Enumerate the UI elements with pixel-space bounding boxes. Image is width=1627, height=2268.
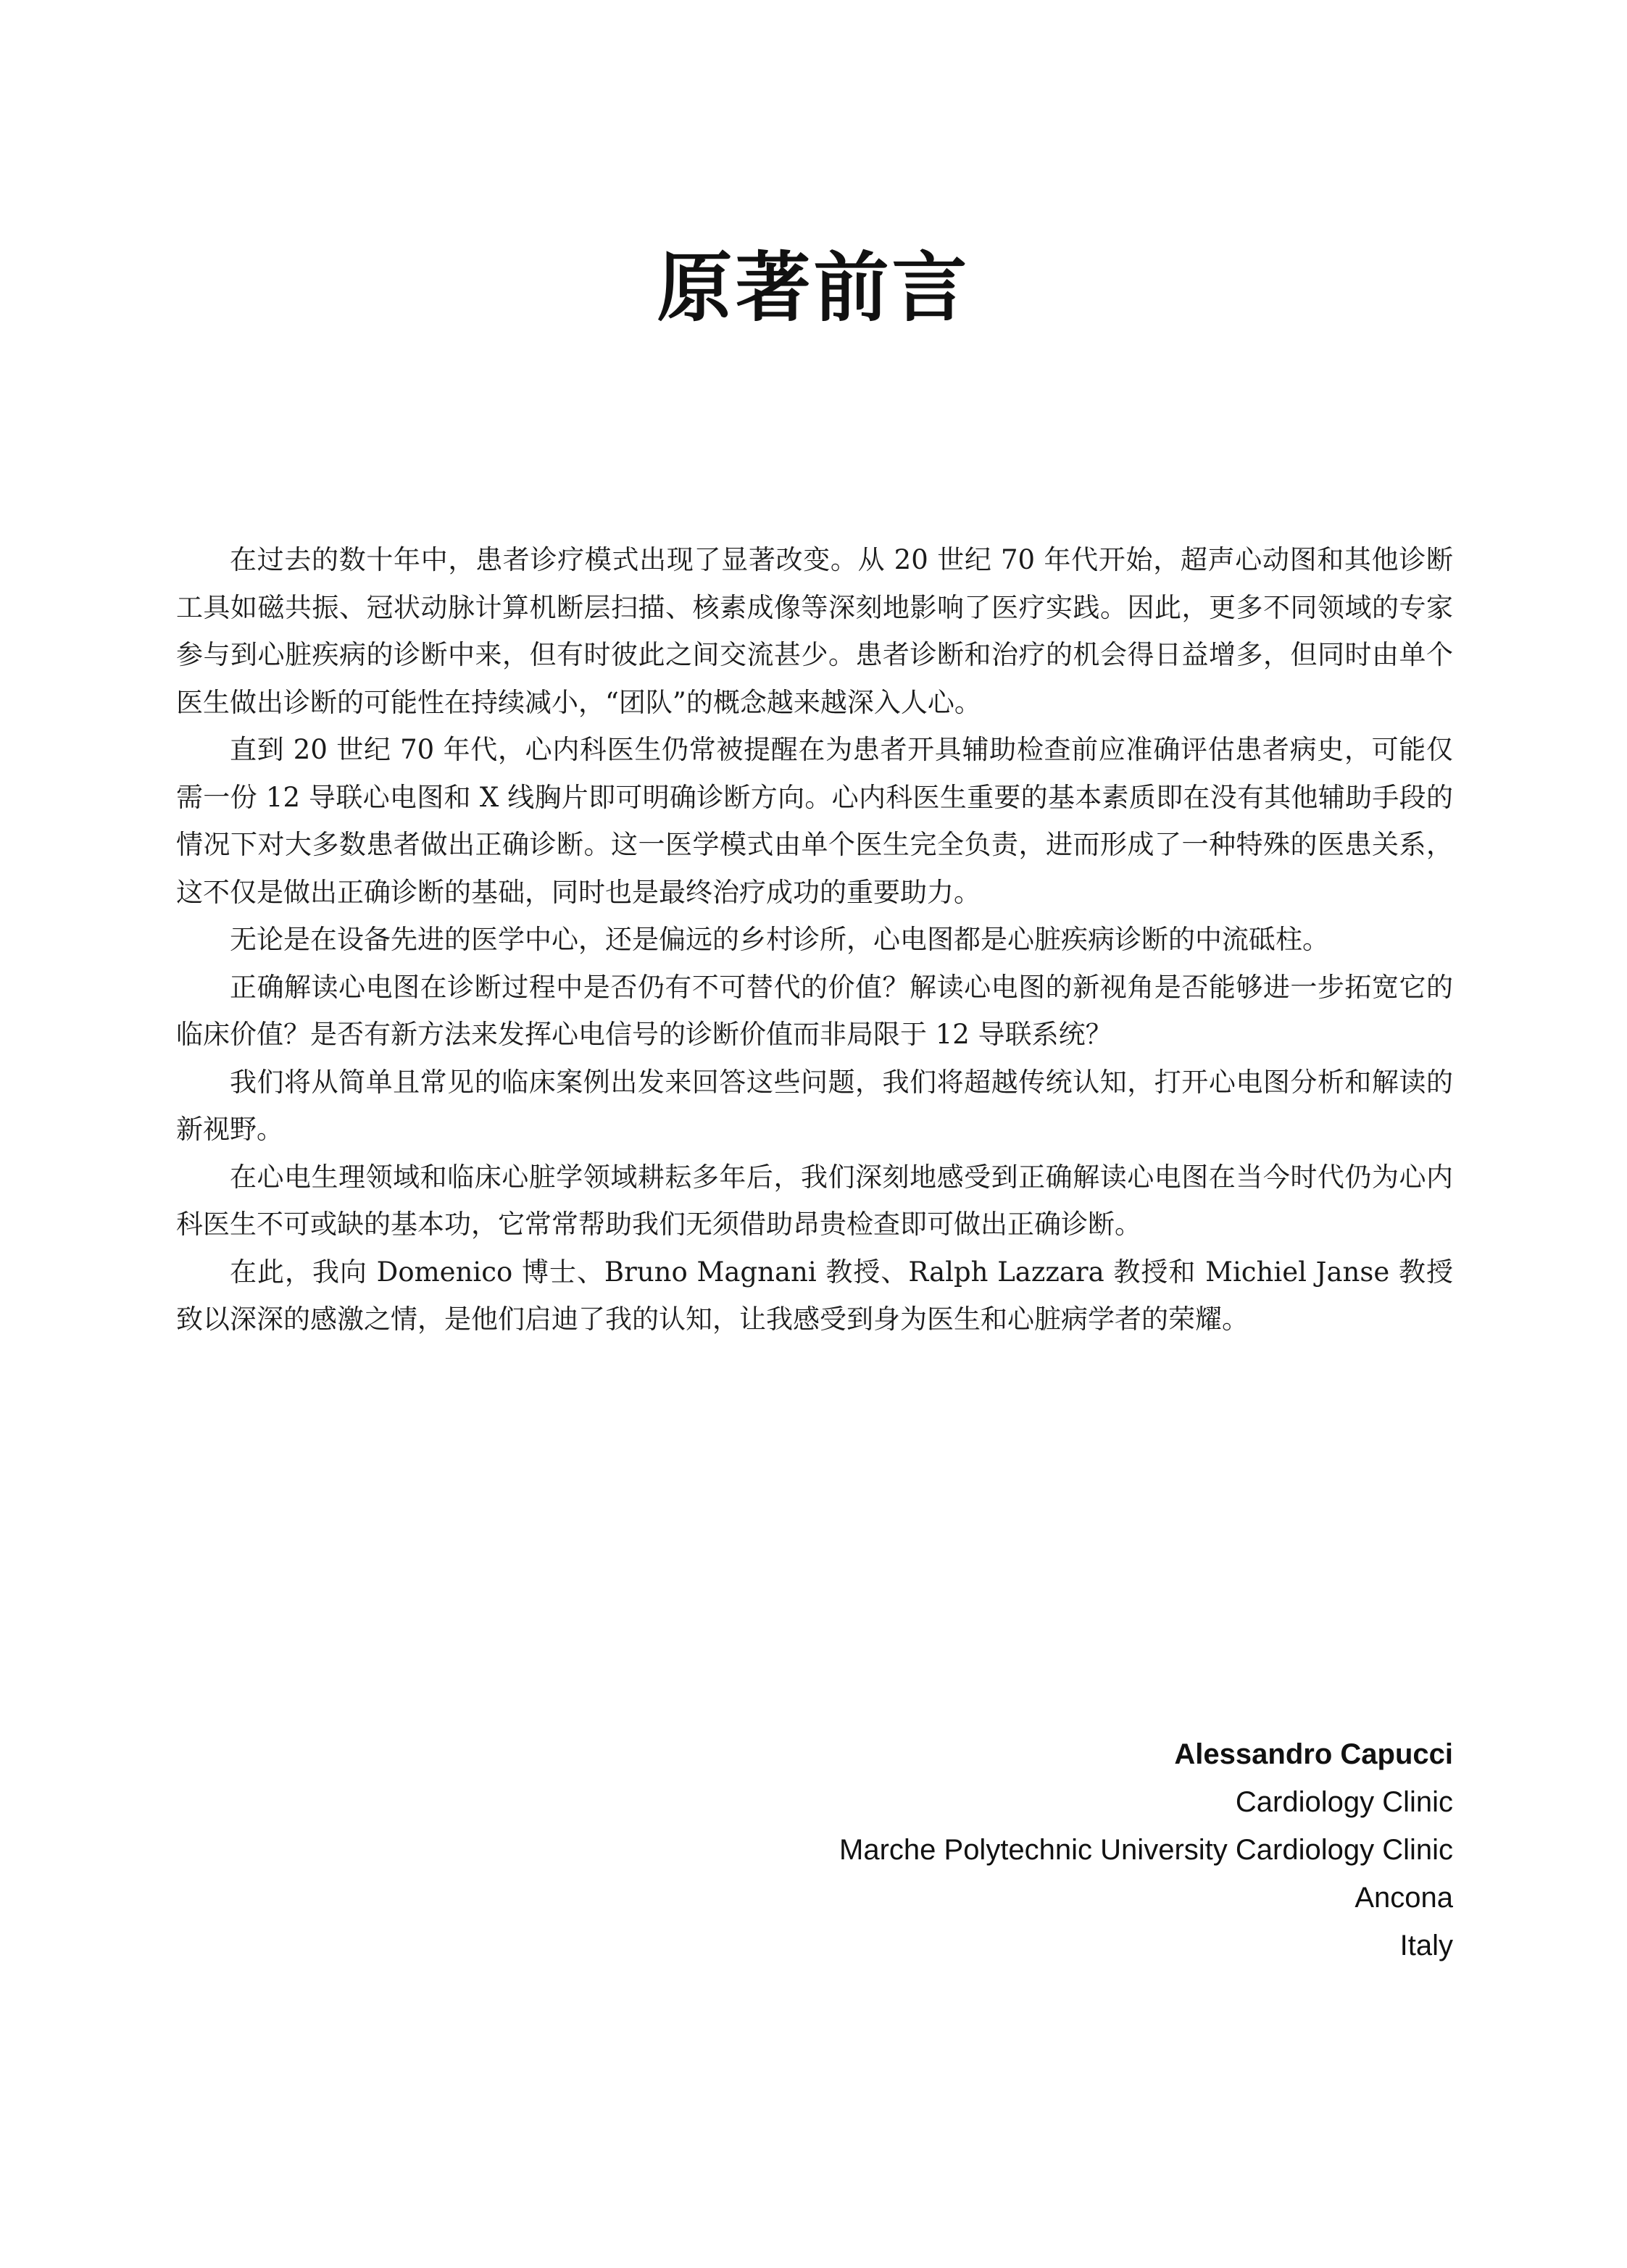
affiliation-line: Cardiology Clinic xyxy=(1235,1786,1453,1818)
author-name: Alessandro Capucci xyxy=(1174,1738,1453,1770)
preface-body xyxy=(176,536,1453,1343)
paragraph: 在心电生理领域和临床心脏学领域耕耘多年后，我们深刻地感受到正确解读心电图在当今时代仍为心内科医生不可或缺的基本功，它常常帮助我们无须借助昂贵检查即可做出正确诊断。 xyxy=(176,1161,1453,1240)
paragraph: 无论是在设备先进的医学中心，还是偏远的乡村诊所，心电图都是心脏疾病诊断的中流砥柱。 xyxy=(230,924,1329,955)
paragraph: 正确解读心电图在诊断过程中是否仍有不可替代的价值？解读心电图的新视角是否能够进一步拓宽它的临床价值？是否有新方法来发挥心电信号的诊断价值而非局限于 12 导联系统？ xyxy=(176,971,1453,1050)
paragraph: 在过去的数十年中，患者诊疗模式出现了显著改变。从 20 世纪 70 年代开始，超声心动图和其他诊断工具如磁共振、冠状动脉计算机断层扫描、核素成像等深刻地影响了医疗实践。因此，更多不同领域的专家参与到心脏疾病的诊断中来，但有时彼此之间交流甚少。患者诊断和治疗的机会得日益增多，但同时由单个医生做出诊断的可能性在持续减小，“团队”的概念越来越深入人心。 xyxy=(176,544,1453,718)
page-title: 原著前言 xyxy=(657,243,970,332)
signature-block xyxy=(438,1730,1453,1969)
paragraph: 在此，我向 Domenico 博士、Bruno Magnani 教授、Ralph Lazzara 教授和 Michiel Janse 教授致以深深的感激之情，是他们启迪了我的认知，让我感受到身为医生和心脏病学者的荣耀。 xyxy=(176,1256,1453,1335)
paragraph: 我们将从简单且常见的临床案例出发来回答这些问题，我们将超越传统认知，打开心电图分析和解读的新视野。 xyxy=(176,1066,1453,1145)
affiliation-country: Italy xyxy=(1399,1930,1453,1961)
affiliation-line: Marche Polytechnic University Cardiology Clinic xyxy=(839,1834,1453,1866)
paragraph: 直到 20 世纪 70 年代，心内科医生仍常被提醒在为患者开具辅助检查前应准确评估患者病史，可能仅需一份 12 导联心电图和 X 线胸片即可明确诊断方向。心内科医生重要的基本素质即在没有其他辅助手段的情况下对大多数患者做出正确诊断。这一医学模式由单个医生完全负责，进而形成了一种特殊的医患关系，这不仅是做出正确诊断的基础，同时也是最终治疗成功的重要助力。 xyxy=(176,734,1453,908)
affiliation-city: Ancona xyxy=(1355,1882,1453,1914)
